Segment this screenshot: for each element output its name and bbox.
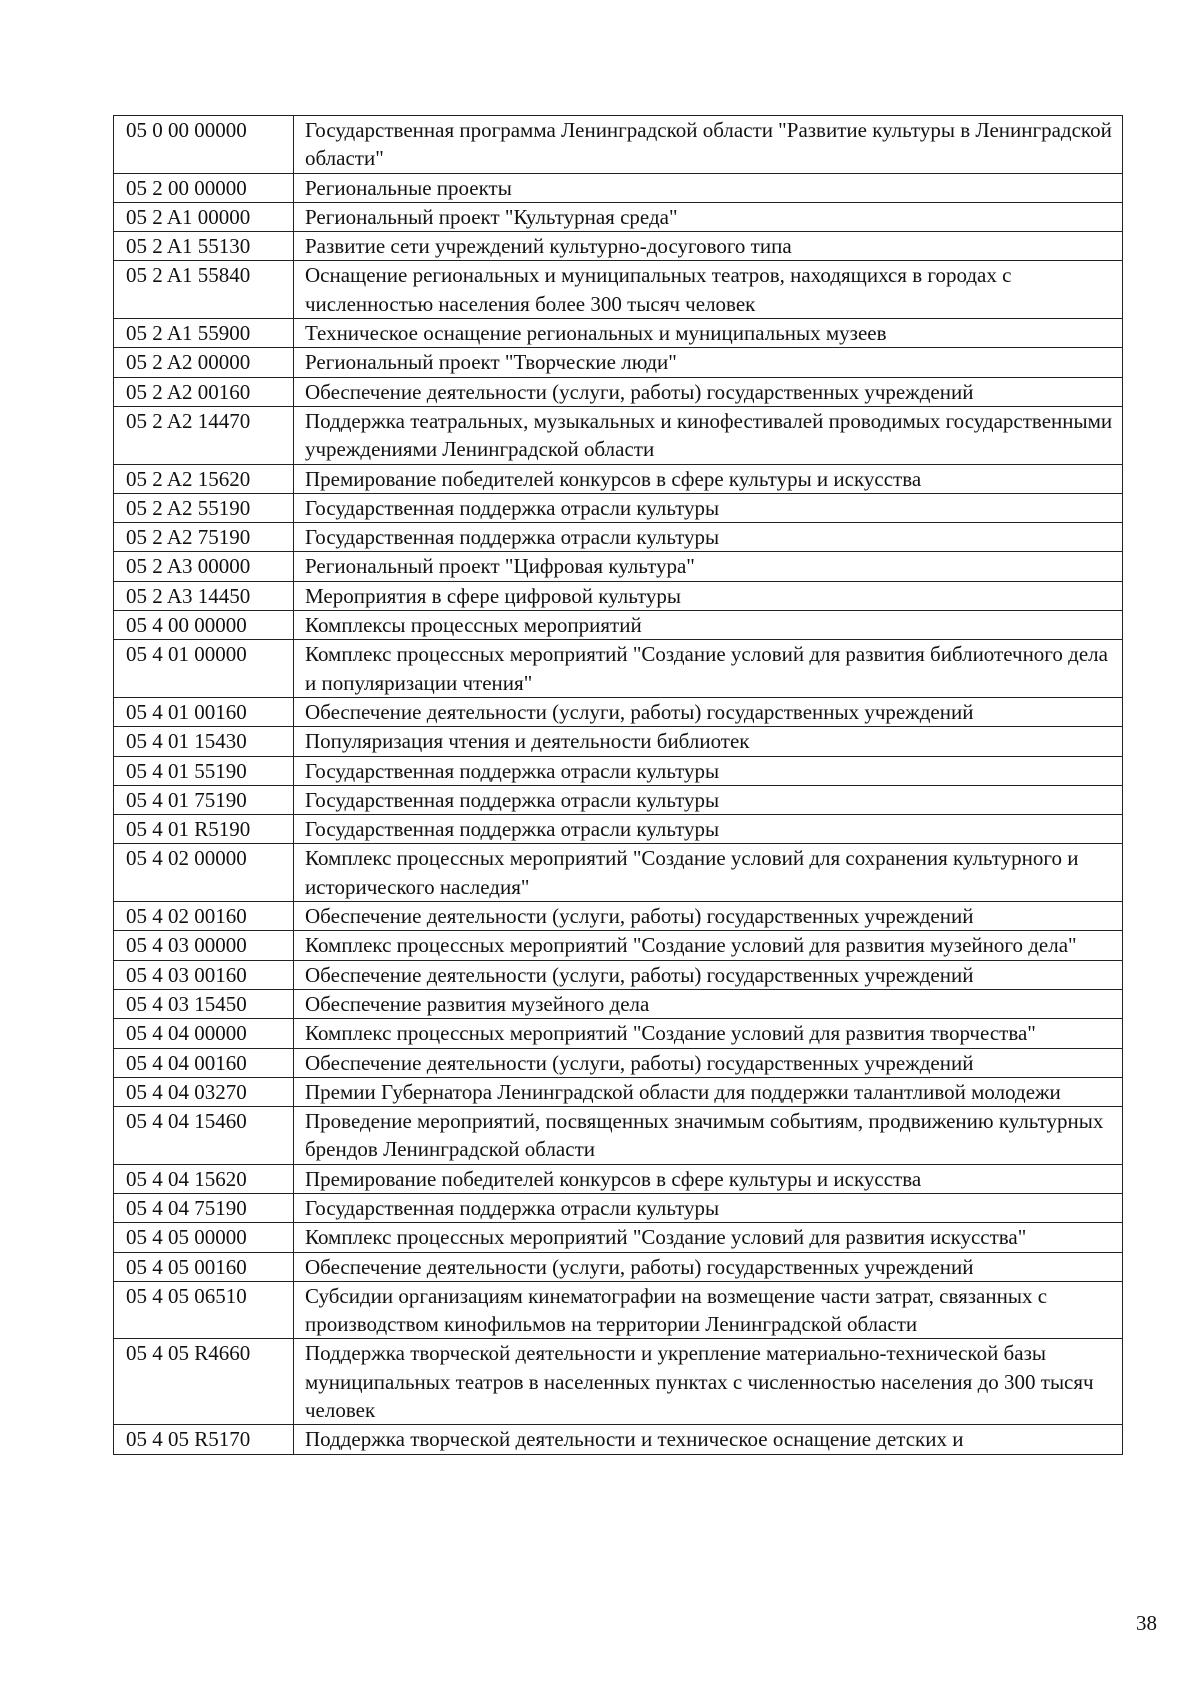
table-row — [114, 902, 1123, 931]
expense-item-name: Развитие сети учреждений культурно-досугового типа — [294, 232, 1123, 261]
expense-item-name: Поддержка театральных, музыкальных и кинофестивалей проводимых государственными учреждениями Ленинградской области — [294, 406, 1123, 464]
classification-code: 05 4 04 03270 — [114, 1077, 294, 1106]
expense-item-name: Популяризация чтения и деятельности библиотек — [294, 727, 1123, 756]
classification-code: 05 4 01 15430 — [114, 727, 294, 756]
classification-code: 05 2 A2 15620 — [114, 464, 294, 493]
expense-item-name: Региональный проект "Культурная среда" — [294, 202, 1123, 231]
classification-code: 05 4 02 00000 — [114, 844, 294, 902]
classification-code: 05 4 04 75190 — [114, 1193, 294, 1222]
expense-item-name: Проведение мероприятий, посвященных значимым событиям, продвижению культурных брендов Ленинградской области — [294, 1107, 1123, 1165]
classification-code: 05 2 A1 55840 — [114, 261, 294, 319]
expense-item-name: Обеспечение деятельности (услуги, работы) государственных учреждений — [294, 960, 1123, 989]
expense-item-name: Премирование победителей конкурсов в сфере культуры и искусства — [294, 1164, 1123, 1193]
expense-item-name: Государственная поддержка отрасли культуры — [294, 493, 1123, 522]
table-row — [114, 1281, 1123, 1339]
classification-code: 05 4 05 00160 — [114, 1252, 294, 1281]
table-row — [114, 1252, 1123, 1281]
expense-item-name: Обеспечение деятельности (услуги, работы) государственных учреждений — [294, 902, 1123, 931]
expense-item-name: Комплекс процессных мероприятий "Создание условий для развития искусства" — [294, 1223, 1123, 1252]
table-row — [114, 1164, 1123, 1193]
classification-code: 05 2 A2 00160 — [114, 377, 294, 406]
expense-item-name: Поддержка творческой деятельности и техническое оснащение детских и — [294, 1425, 1123, 1454]
classification-code: 05 4 05 00000 — [114, 1223, 294, 1252]
expense-item-name: Государственная поддержка отрасли культуры — [294, 785, 1123, 814]
classification-code: 05 4 03 15450 — [114, 989, 294, 1018]
classification-code: 05 4 05 R5170 — [114, 1425, 294, 1454]
table-row — [114, 756, 1123, 785]
classification-code: 05 4 05 06510 — [114, 1281, 294, 1339]
expense-item-name: Государственная программа Ленинградской области "Развитие культуры в Ленинградской области" — [294, 116, 1123, 174]
classification-code: 05 4 04 15460 — [114, 1107, 294, 1165]
classification-code: 05 2 A1 55900 — [114, 319, 294, 348]
expense-item-name: Государственная поддержка отрасли культуры — [294, 815, 1123, 844]
expense-item-name: Обеспечение деятельности (услуги, работы) государственных учреждений — [294, 1252, 1123, 1281]
table-row — [114, 261, 1123, 319]
classification-code: 05 2 A2 00000 — [114, 348, 294, 377]
table-row — [114, 464, 1123, 493]
classification-code: 05 4 01 00000 — [114, 640, 294, 698]
expense-item-name: Региональные проекты — [294, 173, 1123, 202]
classification-code: 05 0 00 00000 — [114, 116, 294, 174]
classification-code: 05 2 A2 75190 — [114, 523, 294, 552]
table-row — [114, 202, 1123, 231]
table-row — [114, 319, 1123, 348]
table-row — [114, 640, 1123, 698]
classification-code: 05 2 A2 14470 — [114, 406, 294, 464]
table-row — [114, 581, 1123, 610]
table-row — [114, 1425, 1123, 1454]
expense-item-name: Комплекс процессных мероприятий "Создание условий для развития библиотечного дела и популяризации чтения" — [294, 640, 1123, 698]
classification-code: 05 2 A3 00000 — [114, 552, 294, 581]
table-row — [114, 116, 1123, 174]
classification-code: 05 2 A2 55190 — [114, 493, 294, 522]
table-row — [114, 1193, 1123, 1222]
table-row — [114, 377, 1123, 406]
table-row — [114, 1048, 1123, 1077]
table-row — [114, 348, 1123, 377]
expense-item-name: Поддержка творческой деятельности и укрепление материально-технической базы муниципальных театров в населенных пунктах с численностью населения до 300 тысяч человек — [294, 1339, 1123, 1425]
classification-code: 05 4 01 55190 — [114, 756, 294, 785]
table-row — [114, 960, 1123, 989]
table-row — [114, 1223, 1123, 1252]
budget-codes-table — [113, 115, 1123, 1455]
table-row — [114, 931, 1123, 960]
expense-item-name: Субсидии организациям кинематографии на возмещение части затрат, связанных с производством кинофильмов на территории Ленинградской области — [294, 1281, 1123, 1339]
expense-item-name: Обеспечение развития музейного дела — [294, 989, 1123, 1018]
table-row — [114, 727, 1123, 756]
table-row — [114, 232, 1123, 261]
expense-item-name: Обеспечение деятельности (услуги, работы) государственных учреждений — [294, 1048, 1123, 1077]
expense-item-name: Региональный проект "Творческие люди" — [294, 348, 1123, 377]
table-row — [114, 406, 1123, 464]
classification-code: 05 4 01 R5190 — [114, 815, 294, 844]
classification-code: 05 2 A1 55130 — [114, 232, 294, 261]
expense-item-name: Комплекс процессных мероприятий "Создание условий для развития творчества" — [294, 1019, 1123, 1048]
expense-item-name: Комплекс процессных мероприятий "Создание условий для развития музейного дела" — [294, 931, 1123, 960]
table-row — [114, 1339, 1123, 1425]
table-row — [114, 523, 1123, 552]
expense-item-name: Премии Губернатора Ленинградской области для поддержки талантливой молодежи — [294, 1077, 1123, 1106]
table-row — [114, 1107, 1123, 1165]
expense-item-name: Премирование победителей конкурсов в сфере культуры и искусства — [294, 464, 1123, 493]
table-row — [114, 785, 1123, 814]
classification-code: 05 4 00 00000 — [114, 611, 294, 640]
classification-code: 05 2 A3 14450 — [114, 581, 294, 610]
table-row — [114, 844, 1123, 902]
table-row — [114, 1077, 1123, 1106]
classification-code: 05 4 03 00000 — [114, 931, 294, 960]
expense-item-name: Оснащение региональных и муниципальных театров, находящихся в городах с численностью населения более 300 тысяч человек — [294, 261, 1123, 319]
classification-code: 05 2 A1 00000 — [114, 202, 294, 231]
classification-code: 05 4 05 R4660 — [114, 1339, 294, 1425]
table-row — [114, 1019, 1123, 1048]
classification-code: 05 4 03 00160 — [114, 960, 294, 989]
expense-item-name: Государственная поддержка отрасли культуры — [294, 523, 1123, 552]
expense-item-name: Региональный проект "Цифровая культура" — [294, 552, 1123, 581]
page-number: 38 — [1136, 1611, 1157, 1635]
expense-item-name: Комплексы процессных мероприятий — [294, 611, 1123, 640]
table-row — [114, 173, 1123, 202]
table-row — [114, 697, 1123, 726]
table-row — [114, 493, 1123, 522]
classification-code: 05 4 04 15620 — [114, 1164, 294, 1193]
expense-item-name: Техническое оснащение региональных и муниципальных музеев — [294, 319, 1123, 348]
table-row — [114, 989, 1123, 1018]
table-body — [114, 116, 1123, 1455]
expense-item-name: Обеспечение деятельности (услуги, работы) государственных учреждений — [294, 377, 1123, 406]
table-row — [114, 552, 1123, 581]
classification-code: 05 2 00 00000 — [114, 173, 294, 202]
classification-code: 05 4 04 00000 — [114, 1019, 294, 1048]
table-row — [114, 815, 1123, 844]
expense-item-name: Государственная поддержка отрасли культуры — [294, 756, 1123, 785]
classification-code: 05 4 01 75190 — [114, 785, 294, 814]
classification-code: 05 4 04 00160 — [114, 1048, 294, 1077]
expense-item-name: Мероприятия в сфере цифровой культуры — [294, 581, 1123, 610]
expense-item-name: Государственная поддержка отрасли культуры — [294, 1193, 1123, 1222]
table-row — [114, 611, 1123, 640]
expense-item-name: Комплекс процессных мероприятий "Создание условий для сохранения культурного и исторического наследия" — [294, 844, 1123, 902]
classification-code: 05 4 02 00160 — [114, 902, 294, 931]
expense-item-name: Обеспечение деятельности (услуги, работы) государственных учреждений — [294, 697, 1123, 726]
classification-code: 05 4 01 00160 — [114, 697, 294, 726]
